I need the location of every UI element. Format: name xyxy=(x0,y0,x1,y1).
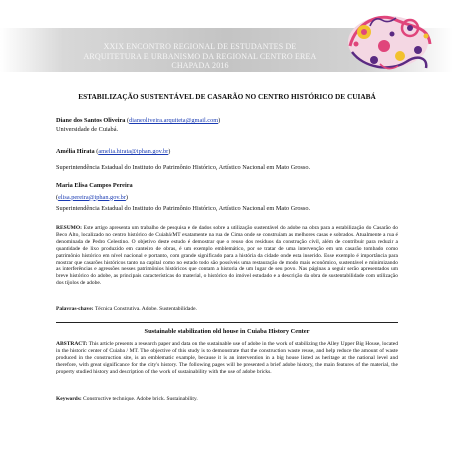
abstract-label: ABSTRACT: xyxy=(56,341,88,347)
header-line: ARQUITETURA E URBANISMO DA REGIONAL CENTRO EREA xyxy=(83,51,317,61)
author-name: Maria Elisa Campos Pereira xyxy=(56,182,133,189)
author-email-link[interactable]: dianeoliveira.arquiteta@gmail.com xyxy=(129,117,219,124)
author-block: Diane dos Santos Oliveira (dianeoliveira.arquiteta@gmail.com) Universidade de Cuiabá. xyxy=(56,117,386,134)
resumo-text: Este artigo apresenta um trabalho de pesquisa e de dados sobre a utilização sustentável do adobe na obra para a estabilização do Casarão do Beco Alto, localizado no centro histórico de Cuiabá/MT exatamente na rua de Cima onde se construíam as melhores casas e sobrados. Atualmente a rua é denominada de Pedro Celestino. O objetivo deste estudo é demostrar que o reuso dos resíduos da construção civil, além de contribuir para reduzir a quantidade de lixo produzido em canteiro de obras, é um exemplo emblemático, por se tratar de uma intervenção em um casarão tombado como patrimônio histórico em nível nacional e portanto, com grande significado para a história da cidade onde esta inserido. Esse exemplo é importância para mostrar que casarões históricos tanto na capital como no estado todo são possíveis uma restauração de modo mais econômico, sustentável e minimizando as interferências e agressões nesses patrimônios históricos que contam a historia de um lugar de seu povo. Nas páginas a seguir serão apresentados um breve histórico do adobe, as principais características do material, o histórico do imóvel estudado e a descrição da obra de sustentabilidade com utilização dos tijolos de adobe. xyxy=(56,225,398,287)
paper-title: ESTABILIZAÇÃO SUSTENTÁVEL DE CASARÃO NO CENTRO HISTÓRICO DE CUIABÁ xyxy=(78,92,376,101)
resumo-paragraph xyxy=(56,225,398,287)
author-affiliation: Universidade de Cuiabá. xyxy=(56,125,119,133)
author-email-link[interactable]: amelia.hirata@iphan.gov.br xyxy=(98,148,169,155)
author-name: Amélia Hirata xyxy=(56,148,95,155)
header-line: XXIX ENCONTRO REGIONAL DE ESTUDANTES DE xyxy=(103,42,297,51)
english-title: Sustainable stabilization old house in Cuiaba History Center xyxy=(144,328,310,335)
keywords-text: Constructive technique. Adobe brick. Sustainability. xyxy=(81,396,198,402)
conference-logo xyxy=(340,6,436,82)
keywords-label: Keywords: xyxy=(56,396,82,402)
section-divider xyxy=(56,322,398,323)
author-name: Diane dos Santos Oliveira xyxy=(56,117,126,124)
author-block: Amélia Hirata (amelia.hirata@iphan.gov.br) Superintendência Estadual do Instituto do Patrimônio Histórico, Artístico Nacional em Mato Grosso. xyxy=(56,148,386,172)
conference-header xyxy=(70,42,330,71)
author-email-link[interactable]: elisa.pereira@iphan.gov.br xyxy=(58,193,126,201)
header-line: CHAPADA 2016 xyxy=(171,61,229,70)
keywords xyxy=(56,396,398,403)
palavras-chave xyxy=(56,306,398,313)
resumo-label: RESUMO: xyxy=(56,225,82,231)
author-affiliation: Superintendência Estadual do Instituto do Patrimônio Histórico, Artístico Nacional em Mato Grosso. xyxy=(56,205,311,212)
author-affiliation: Superintendência Estadual do Instituto do Patrimônio Histórico, Artístico Nacional em Mato Grosso. xyxy=(56,163,311,171)
abstract-text: This article presents a research paper and data on the sustainable use of adobe in the work of stabilizing the Alley Upper Big House, located in the historic center of Cuiaba / MT. The objective of this study is to demonstrate that the construction waste reuse, and help reduce the amount of waste produced in the construction site, is an emblematic example, because it is an intervention in a big house listed as heritage at the national level and therefore, with great significance for the city's history. The following pages will be presented a brief adobe history, the main features of the material, the property studied history and description of the work of sustainability with the use of adobe bricks. xyxy=(56,341,398,375)
palavras-text: Técnica Construtiva. Adobe. Sustentabilidade. xyxy=(93,306,197,312)
author-block: Maria Elisa Campos Pereira (elisa.pereira@iphan.gov.br) Superintendência Estadual do Instituto do Patrimônio Histórico, Artístico Nacional em Mato Grosso. xyxy=(56,182,386,214)
palavras-label: Palavras-chave: xyxy=(56,306,94,312)
abstract-paragraph xyxy=(56,341,398,376)
